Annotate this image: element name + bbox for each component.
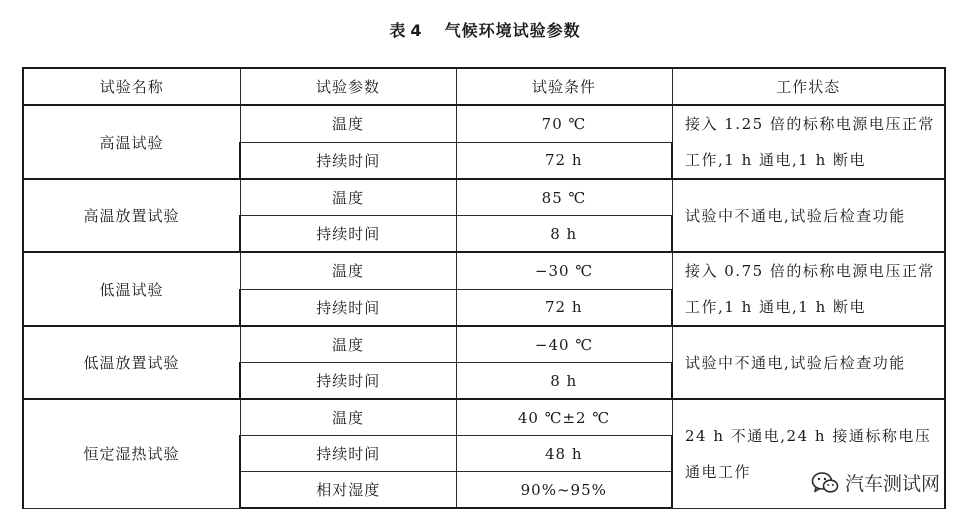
table-row [23, 326, 945, 363]
table-row [23, 105, 945, 142]
status-cell: 24 h 不通电,24 h 接通标称电压通电工作 [672, 399, 945, 508]
condition-cell: −30 ℃ [456, 252, 672, 289]
condition-cell: 90%~95% [456, 472, 672, 509]
header-row [23, 68, 945, 105]
test-name-cell: 高温试验 [23, 105, 240, 179]
header-test-param: 试验参数 [240, 68, 456, 105]
param-cell: 持续时间 [240, 216, 456, 253]
table-row [23, 252, 945, 289]
param-cell: 持续时间 [240, 289, 456, 326]
condition-cell: −40 ℃ [456, 326, 672, 363]
param-cell: 温度 [240, 326, 456, 363]
header-work-status: 工作状态 [672, 68, 945, 105]
condition-cell: 70 ℃ [456, 105, 672, 142]
param-cell: 持续时间 [240, 436, 456, 472]
caption-label: 表 [389, 21, 407, 40]
wechat-icon [811, 471, 839, 495]
condition-cell: 85 ℃ [456, 179, 672, 216]
test-name-cell: 低温放置试验 [23, 326, 240, 399]
condition-cell: 8 h [456, 363, 672, 400]
test-name-cell: 低温试验 [23, 252, 240, 326]
test-name-cell: 恒定湿热试验 [23, 399, 240, 508]
param-cell: 温度 [240, 399, 456, 436]
condition-cell: 8 h [456, 216, 672, 253]
status-cell: 接入 1.25 倍的标称电源电压正常工作,1 h 通电,1 h 断电 [672, 105, 945, 179]
param-cell: 相对湿度 [240, 472, 456, 509]
condition-cell: 40 ℃±2 ℃ [456, 399, 672, 436]
caption-name: 气候环境试验参数 [444, 21, 581, 40]
header-test-condition: 试验条件 [456, 68, 672, 105]
param-cell: 持续时间 [240, 363, 456, 400]
test-name-cell: 高温放置试验 [23, 179, 240, 252]
caption-number: 4 [410, 21, 423, 40]
param-cell: 温度 [240, 179, 456, 216]
table-row [23, 179, 945, 216]
condition-cell: 72 h [456, 289, 672, 326]
param-cell: 温度 [240, 252, 456, 289]
header-test-name: 试验名称 [23, 68, 240, 105]
table-row [23, 399, 945, 436]
param-cell: 持续时间 [240, 142, 456, 179]
table-caption [0, 18, 970, 41]
watermark [811, 469, 940, 496]
climate-test-table [22, 67, 946, 509]
status-cell: 试验中不通电,试验后检查功能 [672, 179, 945, 252]
status-cell: 试验中不通电,试验后检查功能 [672, 326, 945, 399]
condition-cell: 48 h [456, 436, 672, 472]
condition-cell: 72 h [456, 142, 672, 179]
status-cell: 接入 0.75 倍的标称电源电压正常工作,1 h 通电,1 h 断电 [672, 252, 945, 326]
watermark-text: 汽车测试网 [844, 473, 940, 495]
param-cell: 温度 [240, 105, 456, 142]
